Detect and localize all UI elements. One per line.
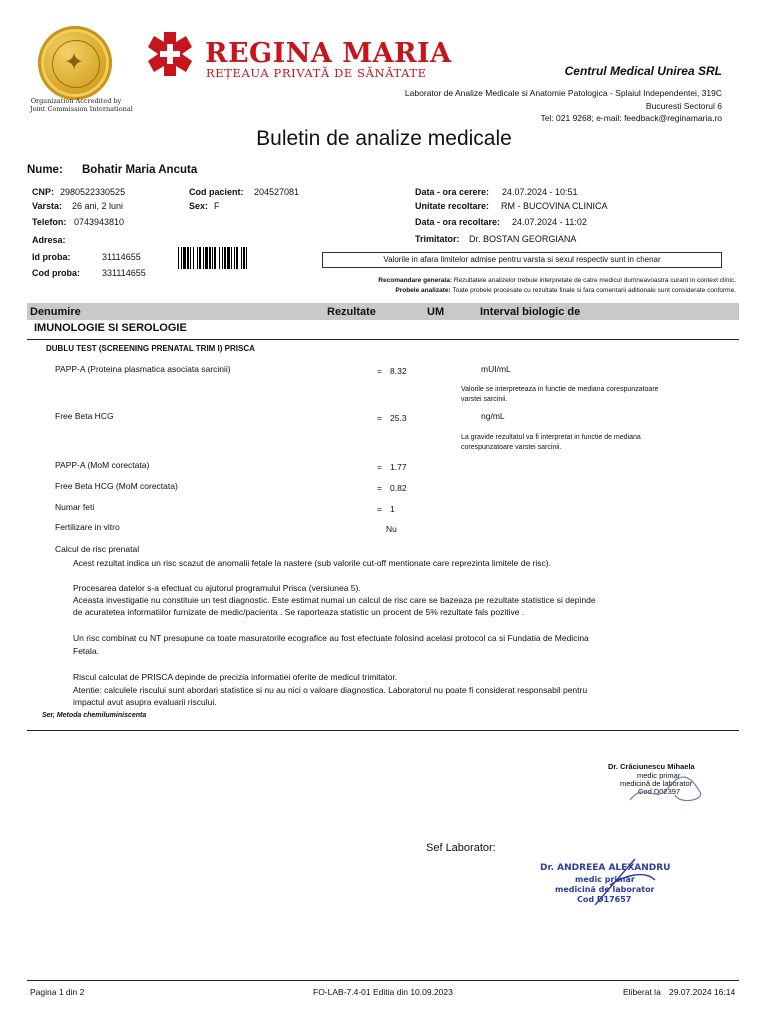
risk-paragraph: Fetala.	[73, 646, 99, 656]
result-value: Nu	[386, 524, 397, 534]
risk-label: Calcul de risc prenatal	[55, 544, 140, 554]
sample-id-value: 31114655	[102, 252, 141, 262]
sample-barcode	[178, 247, 312, 269]
result-name: Free Beta HCG (MoM corectata)	[55, 481, 178, 491]
result-value: 1	[390, 504, 395, 514]
address-label: Adresa:	[32, 235, 66, 245]
collect-value: 24.07.2024 - 11:02	[512, 217, 587, 227]
risk-paragraph: impactul avut asupra evaluarii riscului.	[73, 697, 217, 707]
samples-text: Toate probele procesate cu rezultate finale si fara comentarii aditionale sunt considerate conforme.	[452, 287, 736, 294]
unit-label: Unitate recoltare:	[415, 201, 490, 211]
barcode-bar	[247, 247, 249, 269]
result-note-line: La gravide rezultatul va fi interpretat in functie de mediana	[461, 434, 641, 441]
collect-label: Data - ora recoltare:	[415, 217, 501, 227]
cnp-value: 2980522330525	[60, 187, 126, 197]
section-title: IMUNOLOGIE SI SEROLOGIE	[34, 322, 187, 334]
unit-value: RM - BUCOVINA CLINICA	[501, 201, 608, 211]
samples-note	[395, 287, 736, 294]
request-value: 24.07.2024 - 10:51	[502, 187, 578, 197]
risk-paragraph: Acest rezultat indica un risc scazut de anomalii fetale la nastere (sub valorile cut-off mentionate care reprezinta limitele de risc).	[73, 558, 551, 568]
signature-doctor-name: Dr. Crăciunescu Mihaela	[608, 762, 695, 771]
form-code: FO-LAB-7.4-01 Editia din 10.09.2023	[313, 987, 453, 997]
regina-maria-logo-icon	[146, 30, 194, 78]
stamp-code: Cod D17657	[577, 895, 632, 904]
sample-id-label: Id proba:	[32, 252, 71, 262]
general-recommendation	[378, 277, 736, 284]
risk-paragraph: Atentie: calculele riscului sunt abordari statistice si nu au nici o valoare diagnostica. Laboratorul nu poate fi considerat responsabil pentru	[73, 685, 588, 695]
samples-label: Probele analizate:	[395, 287, 451, 294]
stamp-spec: medicină de laborator	[555, 885, 655, 894]
footer-divider	[27, 980, 739, 981]
limits-note: Valorile in afara limitelor admise pentru varsta si sexul respectiv sunt in chenar	[322, 252, 722, 268]
result-name: PAPP-A (MoM corectata)	[55, 460, 150, 470]
page-number: Pagina 1 din 2	[30, 987, 85, 997]
clinic-address-1: Laborator de Analize Medicale si Anatomie Patologica - Splaiul Independentei, 319C	[404, 88, 722, 98]
brand-tagline: REȚEAUA PRIVATĂ DE SĂNĂTATE	[206, 66, 427, 80]
result-note	[461, 385, 659, 405]
brand-name: REGINA MARIA	[205, 38, 452, 69]
header-um: UM	[427, 306, 445, 318]
result-eq: =	[377, 366, 382, 376]
request-label: Data - ora cerere:	[415, 187, 490, 197]
cnp-label: CNP:	[32, 187, 54, 197]
phone-value: 0743943810	[74, 217, 125, 227]
result-name: Free Beta HCG	[55, 411, 114, 421]
risk-paragraph: Procesarea datelor s-a efectuat cu ajutorul programului Prisca (versiunea 5).	[73, 583, 361, 593]
result-value: 8.32	[390, 366, 407, 376]
result-um: mUI/mL	[481, 364, 511, 374]
age-label: Varsta:	[32, 201, 63, 211]
risk-paragraph: Riscul calculat de PRISCA depinde de precizia informatiei oferite de medicul trimitator.	[73, 672, 398, 682]
result-eq: =	[377, 462, 382, 472]
page-title: Buletin de analize medicale	[256, 127, 512, 150]
result-note-line: varstei sarcinii.	[461, 396, 508, 403]
result-um: ng/mL	[481, 411, 505, 421]
accreditation-line2: Joint Commission International	[30, 105, 133, 113]
sample-code-label: Cod proba:	[32, 268, 80, 278]
issued-label: Eliberat la	[623, 987, 661, 997]
result-eq: =	[377, 483, 382, 493]
recommendation-text: Rezultatele analizelor trebuie interpretate de catre medicul dumneavoastra curant in context clinic.	[453, 277, 736, 284]
result-name: PAPP-A (Proteina plasmatica asociata sarcinii)	[55, 364, 231, 374]
risk-paragraph: de acuratetea informatiilor furnizate de medic/pacienta . Se raporteaza statistic un procent de 5% rezultate fals pozitive .	[73, 607, 525, 617]
age-value: 26 ani, 2 luni	[72, 201, 124, 211]
patient-code-value: 204527081	[254, 187, 300, 197]
signature-scribble-icon	[620, 770, 720, 810]
subsection-title: DUBLU TEST (SCREENING PRENATAL TRIM I) PRISCA	[46, 344, 255, 353]
signature-doctor-spec: medicină de laborator	[620, 779, 693, 788]
risk-paragraph: Un risc combinat cu NT presupune ca toate masuratorile ecografice au fost efectuate folosind acelasi protocol ca si Fundatia de Medicina	[73, 633, 589, 643]
header-name: Denumire	[30, 306, 81, 318]
sender-label: Trimitator:	[415, 234, 460, 244]
stamp-name: Dr. ANDREEA ALEXANDRU	[540, 863, 671, 873]
patient-code-label: Cod pacient:	[189, 187, 244, 197]
result-note-line: Valorile se interpreteaza in functie de mediana corespunzatoare	[461, 386, 659, 393]
header-result: Rezultate	[327, 306, 376, 318]
result-note	[461, 433, 641, 453]
result-note-line: corespunzatoare varstei sarcinii.	[461, 444, 562, 451]
recommendation-label: Recomandare generala:	[378, 277, 452, 284]
result-value: 1.77	[390, 462, 407, 472]
result-value: 25.3	[390, 413, 407, 423]
result-eq: =	[377, 504, 382, 514]
section-divider	[27, 339, 739, 340]
results-table-header	[27, 303, 739, 320]
header-interval: Interval biologic de	[480, 306, 581, 318]
phone-label: Telefon:	[32, 217, 67, 227]
sex-value: F	[214, 201, 220, 211]
clinic-name: Centrul Medical Unirea SRL	[564, 64, 722, 78]
patient-name-label: Nume:	[27, 164, 63, 176]
results-end-divider	[27, 730, 739, 731]
lab-head-label: Sef Laborator:	[426, 842, 496, 854]
accreditation-line1: Organization Accredited by	[30, 97, 122, 105]
sex-label: Sex:	[189, 201, 209, 211]
method-note: Ser, Metoda chemiluminiscenta	[42, 712, 147, 719]
sample-code-value: 331114655	[102, 268, 146, 278]
patient-name: Bohatir Maria Ancuta	[82, 164, 198, 176]
jci-seal-icon: ✦	[38, 26, 112, 100]
result-value: 0.82	[390, 483, 407, 493]
issued-date: 29.07.2024 16:14	[669, 987, 736, 997]
clinic-address-2: Bucuresti Sectorul 6	[645, 101, 722, 111]
clinic-contact: Tel: 021 9268; e-mail: feedback@reginamaria.ro	[540, 113, 722, 123]
stamp-role: medic primar	[575, 875, 635, 884]
sender-value: Dr. BOSTAN GEORGIANA	[469, 234, 577, 244]
result-name: Numar feti	[55, 502, 95, 512]
result-eq: =	[377, 413, 382, 423]
accreditation-text	[30, 97, 133, 113]
signature-doctor-code: Cod D02397	[638, 787, 681, 796]
signature-doctor-role: medic primar	[637, 771, 681, 780]
result-name: Fertilizare in vitro	[55, 522, 120, 532]
lab-stamp	[525, 855, 675, 913]
risk-paragraph: Aceasta investigatie nu constituie un test diagnostic. Este estimat numai un calcul de risc care se bazeaza pe rezultate statistice si depinde	[73, 595, 596, 605]
